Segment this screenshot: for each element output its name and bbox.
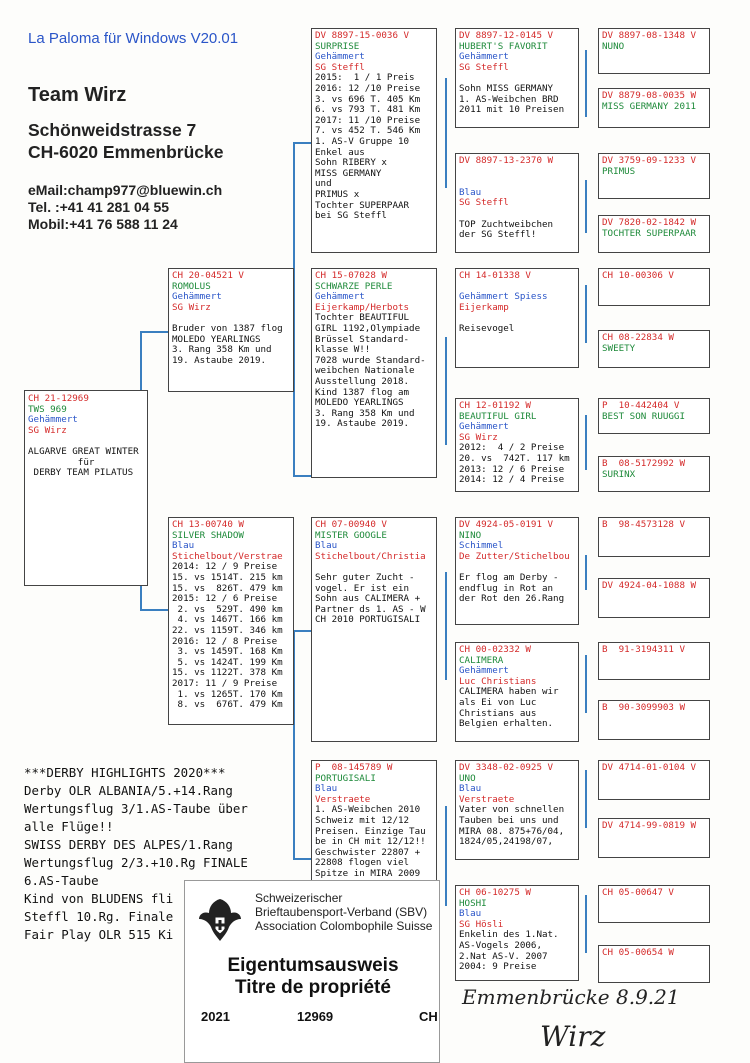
connector-line: [585, 555, 587, 590]
street-address: Schönweidstrasse 7: [28, 120, 197, 140]
pigeon-line: SG Hösli: [459, 918, 504, 930]
pigeon-line: Bruder von 1387 flog: [172, 322, 283, 334]
mobile: Mobil:+41 76 588 11 24: [28, 216, 178, 232]
pigeon-line: 5. vs 1424T. 199 Km: [172, 656, 283, 668]
pigeon-line: Gehämmert: [459, 665, 509, 677]
pigeon-card-mmm: [455, 885, 579, 981]
pigeon-line: 1. AS-V Gruppe 10: [315, 135, 410, 147]
certificate-number: 12969: [297, 1009, 334, 1024]
pigeon-line: CH 10-00306 V: [602, 270, 674, 281]
pigeon-line: ALGARVE GREAT WINTER: [28, 445, 139, 457]
city-address: CH-6020 Emmenbrücke: [28, 142, 224, 162]
pigeon-line: MOLEDO YEARLINGS: [315, 397, 404, 409]
pigeon-line: DV 4714-01-0104 V: [602, 762, 697, 773]
pigeon-line: MISS GERMANY: [315, 167, 382, 179]
pigeon-card-gen4: [598, 885, 710, 923]
pigeon-line: SG Wirz: [172, 301, 211, 313]
connector-line: [445, 78, 447, 188]
pigeon-line: CH 00-02332 W: [459, 644, 531, 655]
connector-line: [293, 142, 311, 144]
org-name-fr: Association Colombophile Suisse: [255, 919, 433, 933]
pigeon-line: vogel. Er ist ein: [315, 582, 410, 594]
connector-line: [140, 609, 168, 611]
pigeon-line: 22. vs 1159T. 346 km: [172, 624, 283, 636]
pigeon-line: SURINX: [602, 468, 636, 480]
pigeon-line: 2015: 12 / 6 Preise: [172, 593, 278, 605]
pigeon-line: der SG Steffl!: [459, 229, 537, 241]
pigeon-line: 2016: 12 /10 Preise: [315, 82, 421, 94]
pigeon-card-fmf: [455, 268, 579, 368]
pigeon-line: 3. Rang 358 Km und: [315, 407, 415, 419]
pigeon-line: und: [315, 178, 332, 190]
pigeon-line: SG Steffl: [459, 61, 509, 73]
pigeon-line: 3. vs 1459T. 168 Km: [172, 646, 283, 658]
connector-line: [445, 572, 447, 680]
pigeon-line: TWS 969: [28, 403, 67, 415]
connector-line: [140, 331, 168, 333]
pigeon-card-gen4: [598, 88, 710, 128]
pigeon-line: weibchen Nationale: [315, 365, 415, 377]
pigeon-line: B 98-4573128 V: [602, 519, 685, 530]
pigeon-line: bei SG Steffl: [315, 210, 387, 222]
pigeon-line: 15. vs 826T. 479 km: [172, 582, 283, 594]
pigeon-line: PRIMUS x: [315, 188, 360, 200]
pigeon-line: Verstraete: [315, 793, 371, 805]
pigeon-line: Ausstellung 2018.: [315, 375, 410, 387]
highlight-line: Wertungsflug 3/1.AS-Taube über: [24, 801, 248, 816]
pigeon-card-mother-mother: [311, 760, 437, 888]
connector-line: [585, 180, 587, 233]
highlight-line: Wertungsflug 2/3.+10.Rg FINALE: [24, 855, 248, 870]
pigeon-line: DV 7820-02-1842 W: [602, 217, 697, 228]
pigeon-line: Spitze in MIRA 2009: [315, 867, 421, 879]
signature-place-date: Emmenbrücke 8.9.21: [462, 985, 680, 1009]
pigeon-line: Blau: [459, 186, 482, 198]
pigeon-line: 19. Astaube 2019.: [172, 354, 267, 366]
pigeon-line: 1. vs 1265T. 170 Km: [172, 688, 283, 700]
pigeon-card-fff: [455, 28, 579, 128]
pigeon-line: CH 06-10275 W: [459, 887, 531, 898]
pigeon-card-gen4: [598, 153, 710, 199]
pigeon-line: CH 20-04521 V: [172, 270, 244, 281]
pigeon-line: PRIMUS: [602, 165, 636, 177]
pigeon-line: 2014: 12 / 4 Preise: [459, 474, 565, 486]
pigeon-line: MISTER GOOGLE: [315, 529, 387, 541]
pigeon-line: [459, 209, 575, 220]
pigeon-line: 2016: 12 / 8 Preise: [172, 635, 278, 647]
pigeon-line: NINO: [459, 529, 482, 541]
pigeon-card-mff: [455, 517, 579, 625]
highlight-line: SWISS DERBY DES ALPES/1.Rang: [24, 837, 233, 852]
pigeon-line: ROMOLUS: [172, 280, 211, 292]
pigeon-line: CH 14-01338 V: [459, 270, 531, 281]
pigeon-card-mother: [168, 517, 294, 725]
pigeon-line: Reisevogel: [459, 322, 515, 334]
pigeon-card-gen4: [598, 700, 710, 740]
pigeon-line: Schimmel: [459, 540, 504, 552]
pigeon-line: DV 4714-99-0819 W: [602, 820, 697, 831]
pigeon-line: NUNO: [602, 40, 625, 52]
pigeon-line: Gehämmert Spiess: [459, 291, 548, 303]
pigeon-line: UNO: [459, 772, 476, 784]
pigeon-line: SG Steffl: [315, 61, 365, 73]
certificate-country: CH: [419, 1009, 438, 1024]
connector-line: [585, 285, 587, 343]
pigeon-line: Blau: [172, 540, 195, 552]
pigeon-line: 2011 mit 10 Preisen: [459, 104, 565, 116]
pigeon-line: CH 12-01192 W: [459, 400, 531, 411]
pigeon-line: 2.Nat AS-V. 2007: [459, 950, 548, 962]
pigeon-line: SWEETY: [602, 342, 636, 354]
pigeon-line: CH 15-07028 W: [315, 270, 387, 281]
pigeon-line: Er flog am Derby -: [459, 571, 559, 583]
pigeon-line: DV 3348-02-0925 V: [459, 762, 554, 773]
pigeon-card-mmf: [455, 760, 579, 860]
pigeon-line: DV 8897-13-2370 W: [459, 155, 554, 166]
pigeon-line: Sohn RIBERY x: [315, 157, 387, 169]
pigeon-line: DV 8879-08-0035 W: [602, 90, 697, 101]
pigeon-line: SG Wirz: [28, 424, 67, 436]
pigeon-line: Tochter SUPERPAAR: [315, 199, 410, 211]
pigeon-line: CH 07-00940 V: [315, 519, 387, 530]
pigeon-line: Gehämmert: [315, 291, 365, 303]
highlight-line: Steffl 10.Rg. Finale: [24, 909, 174, 924]
pigeon-line: 7. vs 452 T. 546 Km: [315, 125, 421, 137]
pigeon-line: 15. vs 1122T. 378 Km: [172, 667, 283, 679]
pigeon-line: DV 4924-04-1088 W: [602, 580, 697, 591]
pigeon-line: Enkel aus: [315, 146, 365, 158]
pigeon-line: Blau: [315, 783, 338, 795]
pigeon-card-gen4: [598, 517, 710, 557]
app-title: La Paloma für Windows V20.01: [28, 30, 239, 47]
pigeon-line: 1. AS-Weibchen BRD: [459, 93, 559, 105]
pigeon-line: CALIMERA: [459, 654, 504, 666]
pigeon-line: Eijerkamp/Herbots: [315, 301, 410, 313]
pigeon-card-mother-father: [311, 517, 437, 742]
pigeon-line: 2014: 12 / 9 Preise: [172, 561, 278, 573]
pigeon-line: 2013: 12 / 6 Preise: [459, 463, 565, 475]
pigeon-line: P 08-145789 W: [315, 762, 393, 773]
pigeon-line: TOCHTER SUPERPAAR: [602, 227, 697, 239]
pigeon-line: DV 4924-05-0191 V: [459, 519, 554, 530]
highlight-line: alle Flüge!!: [24, 819, 114, 834]
pigeon-line: HOSHI: [459, 897, 487, 909]
pigeon-line: 8. vs 676T. 479 Km: [172, 699, 283, 711]
pigeon-line: Blau: [459, 783, 482, 795]
pigeon-card-mfm: [455, 642, 579, 742]
connector-line: [293, 858, 311, 860]
pigeon-line: Gehämmert: [172, 291, 222, 303]
connector-line: [293, 475, 311, 477]
pigeon-card-gen4: [598, 818, 710, 858]
pigeon-line: Blau: [459, 908, 482, 920]
pigeon-line: SG Steffl: [459, 197, 509, 209]
org-name-de: Schweizerischer: [255, 891, 343, 905]
pigeon-line: 19. Astaube 2019.: [315, 418, 410, 430]
pigeon-line: DV 8897-08-1348 V: [602, 30, 697, 41]
highlight-line: Derby OLR ALBANIA/5.+14.Rang: [24, 783, 233, 798]
pigeon-line: Sohn aus CALIMERA +: [315, 593, 421, 605]
connector-line: [585, 655, 587, 713]
pigeon-line: Stichelbout/Christia: [315, 550, 426, 562]
pigeon-line: [459, 167, 575, 178]
pigeon-line: Partner ds 1. AS - W: [315, 603, 426, 615]
pigeon-line: CH 08-22834 W: [602, 332, 674, 343]
pigeon-line: 2017: 11 / 9 Preise: [172, 677, 278, 689]
pigeon-line: TOP Zuchtweibchen: [459, 218, 554, 230]
pigeon-line: als Ei von Luc: [459, 696, 537, 708]
pigeon-line: 2015: 1 / 1 Preis: [315, 72, 415, 84]
pigeon-line: CALIMERA haben wir: [459, 686, 559, 698]
pigeon-card-father: [168, 268, 294, 392]
pigeon-line: Luc Christians: [459, 675, 537, 687]
connector-line: [445, 337, 447, 445]
pigeon-line: CH 2010 PORTUGISALI: [315, 614, 421, 626]
pigeon-line: Tochter BEAUTIFUL: [315, 312, 410, 324]
pigeon-line: Geschwister 22807 +: [315, 846, 421, 858]
pigeon-line: HUBERT'S FAVORIT: [459, 40, 548, 52]
pigeon-line: Sohn MISS GERMANY: [459, 82, 554, 94]
pigeon-line: BEAUTIFUL GIRL: [459, 410, 537, 422]
connector-line: [585, 50, 587, 117]
pigeon-line: der Rot den 26.Rang: [459, 593, 565, 605]
pigeon-line: Brüssel Standard-: [315, 333, 410, 345]
pigeon-line: Gehämmert: [28, 414, 78, 426]
highlight-line: ***DERBY HIGHLIGHTS 2020***: [24, 765, 226, 780]
pigeon-line: 20. vs 742T. 117 km: [459, 452, 570, 464]
pigeon-line: 6. vs 793 T. 481 Km: [315, 104, 421, 116]
pigeon-line: Gehämmert: [459, 421, 509, 433]
certificate-year: 2021: [201, 1009, 230, 1024]
pigeon-card-gen4: [598, 760, 710, 800]
pigeon-card-fmm: [455, 398, 579, 492]
pigeon-line: Sehr guter Zucht -: [315, 571, 415, 583]
pigeon-line: Preisen. Einzige Tau: [315, 825, 426, 837]
pigeon-line: Vater von schnellen: [459, 804, 565, 816]
ownership-certificate: [184, 880, 440, 1063]
pigeon-card-gen4: [598, 578, 710, 618]
pigeon-line: be in CH mit 12/12!!: [315, 836, 426, 848]
pigeon-line: B 08-5172992 W: [602, 458, 685, 469]
pigeon-line: P 10-442404 V: [602, 400, 680, 411]
pigeon-line: 1. AS-Weibchen 2010: [315, 804, 421, 816]
pigeon-card-gen4: [598, 268, 710, 306]
pigeon-card-gen4: [598, 330, 710, 368]
pigeon-line: Schweiz mit 12/12: [315, 814, 410, 826]
pigeon-line: Eijerkamp: [459, 301, 509, 313]
pigeon-line: Verstraete: [459, 793, 515, 805]
pigeon-card-gen4: [598, 215, 710, 253]
pigeon-line: Christians aus: [459, 707, 537, 719]
team-name: Team Wirz: [28, 84, 127, 106]
certificate-title-de: Eigentumsausweis: [227, 955, 399, 976]
pigeon-line: 1824/05,24198/07,: [459, 836, 554, 848]
pigeon-line: CH 21-12969: [28, 393, 89, 404]
pigeon-line: 22808 flogen viel: [315, 857, 410, 869]
pigeon-line: GIRL 1192,Olympiade: [315, 322, 421, 334]
pigeon-line: klasse W!!: [315, 344, 371, 356]
pigeon-line: 4. vs 1467T. 166 km: [172, 614, 283, 626]
pigeon-line: AS-Vogels 2006,: [459, 939, 542, 951]
org-name-de-2: Brieftaubensport-Verband (SBV): [255, 905, 428, 919]
pigeon-card-gen4: [598, 398, 710, 434]
pigeon-card-father-mother: [311, 268, 437, 478]
pigeon-card-gen4: [598, 642, 710, 680]
highlight-line: Kind von BLUDENS fli: [24, 891, 174, 906]
pigeon-line: PORTUGISALI: [315, 772, 376, 784]
pigeon-card-ffm: [455, 153, 579, 253]
email: eMail:champ977@bluewin.ch: [28, 182, 223, 198]
pigeon-line: endflug in Rot an: [459, 582, 554, 594]
pigeon-line: Kind 1387 flog am: [315, 386, 410, 398]
pigeon-line: CH 05-00647 V: [602, 887, 674, 898]
connector-line: [585, 770, 587, 828]
pigeon-line: 3. Rang 358 Km und: [172, 344, 272, 356]
pigeon-line: MIRA 08. 875+76/04,: [459, 825, 565, 837]
pigeon-line: für: [28, 456, 95, 468]
pigeon-line: 7028 wurde Standard-: [315, 354, 426, 366]
certificate-title-fr: Titre de propriété: [235, 977, 391, 998]
pigeon-line: 3. vs 696 T. 405 Km: [315, 93, 421, 105]
pigeon-line: 2012: 4 / 2 Preise: [459, 442, 565, 454]
pigeon-line: MISS GERMANY 2011: [602, 100, 697, 112]
highlight-line: Fair Play OLR 515 Ki: [24, 927, 174, 942]
pigeon-line: SG Wirz: [459, 431, 498, 443]
pigeon-line: Stichelbout/Verstrae: [172, 550, 283, 562]
telephone: Tel. :+41 41 281 04 55: [28, 199, 170, 215]
highlight-line: 6.AS-Taube: [24, 873, 99, 888]
pigeon-card-gen4: [598, 945, 710, 983]
connector-line: [585, 895, 587, 953]
pigeon-line: SILVER SHADOW: [172, 529, 244, 541]
pigeon-line: DV 8897-15-0036 V: [315, 30, 410, 41]
pigeon-line: DERBY TEAM PILATUS: [28, 467, 134, 479]
connector-line: [445, 806, 447, 906]
pigeon-line: CH 13-00740 W: [172, 519, 244, 530]
pigeon-line: B 90-3099903 W: [602, 702, 685, 713]
pigeon-line: Gehämmert: [315, 51, 365, 63]
pigeon-line: CH 05-00654 W: [602, 947, 674, 958]
pigeon-line: 15. vs 1514T. 215 km: [172, 571, 283, 583]
pigeon-line: De Zutter/Stichelbou: [459, 550, 570, 562]
pigeon-line: MOLEDO YEARLINGS: [172, 333, 261, 345]
pigeon-card-gen4: [598, 456, 710, 492]
pigeon-card-father-father: [311, 28, 437, 253]
pigeon-card-gen4: [598, 28, 710, 74]
signature-name: Wirz: [540, 1020, 606, 1053]
pigeon-line: Enkelin des 1.Nat.: [459, 929, 559, 941]
pigeon-line: BEST SON RUUGGI: [602, 410, 685, 422]
connector-line: [293, 630, 311, 632]
pigeon-line: DV 3759-09-1233 V: [602, 155, 697, 166]
pigeon-line: DV 8897-12-0145 V: [459, 30, 554, 41]
pigeon-card-subject: [24, 390, 148, 586]
pigeon-line: 2017: 11 /10 Preise: [315, 114, 421, 126]
pigeon-line: Belgien erhalten.: [459, 718, 554, 730]
pigeon-line: Gehämmert: [459, 51, 509, 63]
pigeon-line: 2. vs 529T. 490 km: [172, 603, 283, 615]
sbv-pigeon-logo-icon: [197, 895, 243, 945]
connector-line: [585, 415, 587, 470]
pigeon-line: SCHWARZE PERLE: [315, 280, 393, 292]
pigeon-line: B 91-3194311 V: [602, 644, 685, 655]
pigeon-line: SURPRISE: [315, 40, 360, 52]
pigeon-line: 2004: 9 Preise: [459, 961, 537, 973]
pigeon-line: Tauben bei uns und: [459, 814, 559, 826]
pigeon-line: Blau: [315, 540, 338, 552]
